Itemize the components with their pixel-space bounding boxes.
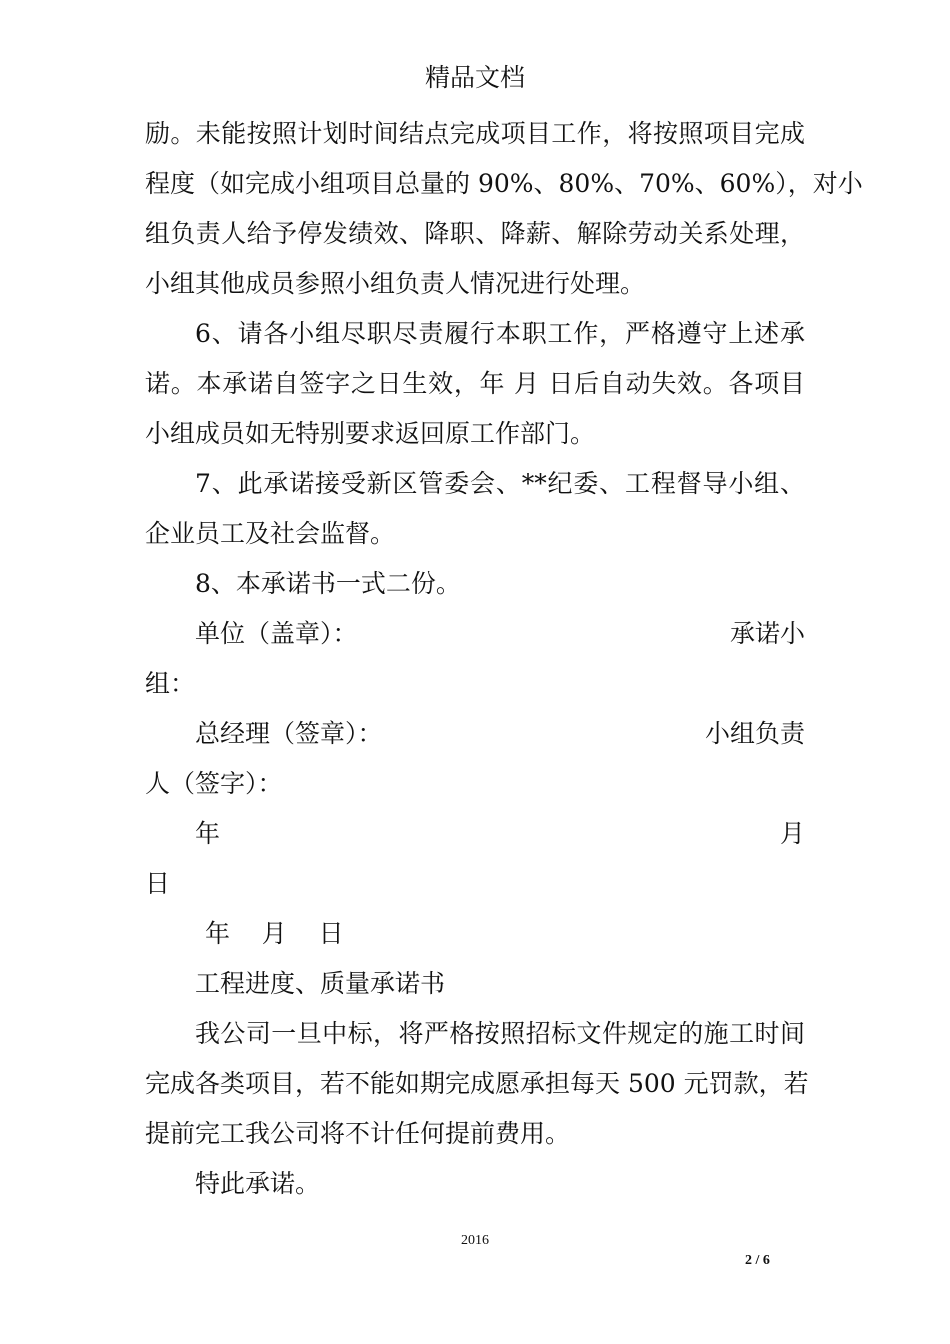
- footer-year: 2016: [461, 1233, 489, 1248]
- second-doc-title: 工程进度、质量承诺书: [195, 969, 446, 998]
- signature-row-unit: [195, 618, 805, 650]
- item-6-line-2: 诺。本承诺自签字之日生效，年 月 日后自动失效。各项目: [145, 369, 805, 398]
- item-7-line-2: 企业员工及社会监督。: [145, 519, 396, 548]
- promise-group-label: 承诺小: [729, 619, 805, 648]
- day-label: 日: [145, 869, 171, 898]
- signature-row-manager: [195, 718, 805, 750]
- body-line-1: 励。未能按照计划时间结点完成项目工作，将按照项目完成: [145, 119, 805, 148]
- body-line-4: 小组其他成员参照小组负责人情况进行处理。: [145, 269, 646, 298]
- unit-seal-label: 单位（盖章）：: [195, 619, 358, 648]
- second-doc-line-1: 我公司一旦中标，将严格按照招标文件规定的施工时间: [195, 1019, 805, 1048]
- group-leader-label-cont: 人（签字）：: [145, 769, 283, 798]
- item-6-line-1: 6、请各小组尽职尽责履行本职工作，严格遵守上述承: [195, 319, 805, 348]
- second-doc-line-2: 完成各类项目，若不能如期完成愿承担每天 500 元罚款，若: [145, 1069, 809, 1098]
- signature-row-date: [195, 818, 805, 850]
- closing-line: 特此承诺。: [195, 1169, 321, 1198]
- item-6-line-3: 小组成员如无特别要求返回原工作部门。: [145, 419, 596, 448]
- date-line: 年 月 日: [205, 919, 344, 948]
- second-doc-line-3: 提前完工我公司将不计任何提前费用。: [145, 1119, 571, 1148]
- manager-sign-label: 总经理（签章）：: [195, 719, 383, 748]
- group-leader-label: 小组负责: [704, 719, 805, 748]
- year-label: 年: [195, 819, 221, 848]
- promise-group-label-cont: 组：: [145, 669, 196, 698]
- month-label: 月: [779, 819, 805, 848]
- page-header: 精品文档: [424, 63, 525, 92]
- page-number: 2 / 6: [745, 1253, 770, 1268]
- body-line-2: 程度（如完成小组项目总量的 90%、80%、70%、60%），对小: [145, 169, 863, 198]
- item-7-line-1: 7、此承诺接受新区管委会、**纪委、工程督导小组、: [195, 469, 805, 498]
- item-8-line: 8、本承诺书一式二份。: [195, 569, 461, 598]
- body-line-3: 组负责人给予停发绩效、降职、降薪、解除劳动关系处理，: [145, 219, 805, 248]
